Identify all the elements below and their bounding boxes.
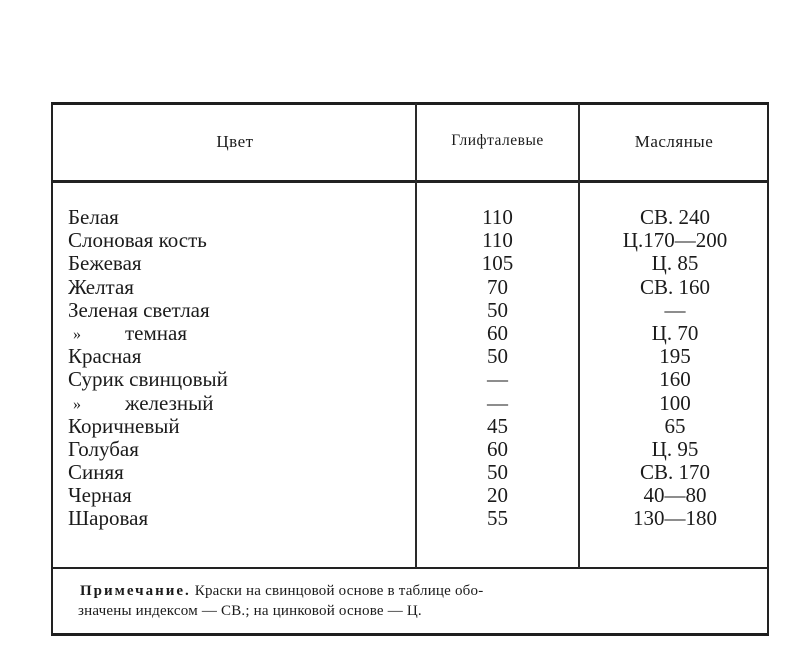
table-row [0,345,812,368]
row-color-name: Сурик свинцовый [68,367,228,392]
row-color-name [73,390,214,415]
table-row [0,276,812,299]
row-oil-value: 130—180 [633,506,717,531]
footnote-line-1: Краски на свинцовой основе в таблице обо- [194,583,484,599]
table-row [0,438,812,461]
header-oil: Масляные [634,132,714,151]
footnote-line-2: значены индексом — СВ.; на цинковой основе — Ц. [78,603,422,619]
row-glyphthal-value: 45 [487,413,508,438]
row-color-name: Голубая [68,436,139,461]
row-glyphthal-value: — [487,390,508,415]
row-glyphthal-value: 60 [487,436,508,461]
row-oil-value: — [664,297,686,322]
row-oil-value: СВ. 170 [639,460,710,485]
ditto-mark: » [73,325,81,343]
row-glyphthal-value: 20 [487,483,508,508]
row-glyphthal-value: 50 [487,460,508,485]
row-oil-value: 40—80 [643,483,707,508]
row-color-name: Бежевая [68,251,142,276]
table-row [0,322,812,345]
row-color-name: Белая [68,205,119,229]
header-divider [51,180,769,183]
row-oil-value: Ц. 95 [651,436,699,461]
ditto-mark: » [73,395,81,413]
row-color-name-text: темная [125,320,188,345]
row-oil-value: СВ. 160 [639,274,710,299]
table-row [0,299,812,322]
row-glyphthal-value: — [487,367,508,392]
table-row [0,392,812,415]
row-color-name [73,320,188,345]
row-color-name: Зеленая светлая [68,297,210,322]
row-oil-value: 100 [659,390,691,415]
footnote-lead: Примечание. [80,583,191,599]
row-glyphthal-value: 50 [487,344,508,369]
table-footnote [80,581,756,621]
note-divider [51,567,769,569]
table-body [0,206,812,531]
table-row [0,415,812,438]
row-color-name: Черная [68,483,132,508]
table-row [0,229,812,252]
row-oil-value: 195 [659,344,691,369]
row-oil-value: Ц. 70 [651,320,699,345]
row-color-name: Красная [68,344,142,369]
row-oil-value: Ц.170—200 [622,228,728,253]
row-color-name: Слоновая кость [68,228,207,253]
header-color: Цвет [216,132,254,151]
table-row [0,206,812,229]
row-glyphthal-value: 50 [487,297,508,322]
row-color-name: Желтая [68,274,134,299]
row-color-name: Коричневый [68,413,180,438]
table-row [0,252,812,275]
table-row [0,461,812,484]
header-glyphthal: Глифталевые [451,132,544,149]
row-oil-value: 65 [664,413,686,438]
row-glyphthal-value: 55 [487,506,508,531]
row-glyphthal-value: 110 [482,228,513,253]
row-glyphthal-value: 110 [482,205,513,229]
row-oil-value: СВ. 240 [639,205,710,229]
row-color-name: Синяя [68,460,124,485]
row-glyphthal-value: 60 [487,320,508,345]
table-row [0,368,812,391]
row-color-name: Шаровая [68,506,149,531]
row-oil-value: Ц. 85 [651,251,699,276]
table-row [0,507,812,530]
table-row [0,484,812,507]
row-color-name-text: железный [125,390,214,415]
row-glyphthal-value: 105 [481,251,514,276]
row-oil-value: 160 [659,367,691,392]
row-glyphthal-value: 70 [487,274,508,299]
